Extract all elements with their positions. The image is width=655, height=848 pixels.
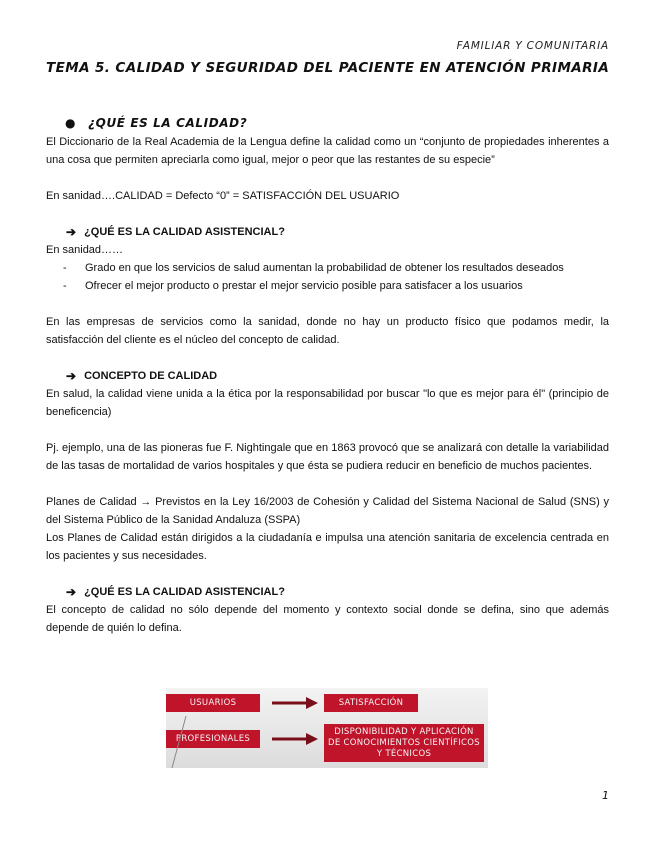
paragraph: Pj. ejemplo, una de las pioneras fue F. Nightingale que en 1863 provocó que se analizará con detalle la variabilidad de las tasas de mortalidad de varios hospitales y que ésta se pudiera reducir en beneficio de muchos pacientes. xyxy=(46,442,609,472)
page-number: 1 xyxy=(602,789,609,802)
paragraph: Los Planes de Calidad están dirigidos a la ciudadanía e impulsa una atención sanitaria de excelencia centrada en los pacientes y sus necesidades. xyxy=(46,532,609,562)
arrow-right-icon: ➔ xyxy=(66,225,77,239)
bullet-icon: ● xyxy=(65,116,77,130)
paragraph: El concepto de calidad no sólo depende del momento y contexto social donde se defina, sino que además depende de quién lo defina. xyxy=(46,604,609,634)
paragraph: En sanidad….CALIDAD = Defecto “0” = SATISFACCIÓN DEL USUARIO xyxy=(46,190,400,202)
dash-icon: - xyxy=(63,262,67,274)
section-heading-concepto-calidad xyxy=(66,367,609,385)
disponibilidad-box: DISPONIBILIDAD Y APLICACIÓN DE CONOCIMIENTOS CIENTÍFICOS Y TÉCNICOS xyxy=(324,724,484,762)
profesionales-box: PROFESIONALES xyxy=(166,730,260,748)
arrow-right-icon: ➔ xyxy=(66,369,77,383)
list-item xyxy=(63,277,609,295)
section-heading-calidad-asistencial xyxy=(66,223,609,241)
arrow-right-icon: ➔ xyxy=(66,585,77,599)
paragraph: Planes de Calidad → Previstos en la Ley 16/2003 de Cohesión y Calidad del Sistema Nacional de Salud (SNS) y del Sistema Público de la Sanidad Andaluza (SSPA) xyxy=(46,496,609,526)
satisfaccion-box: SATISFACCIÓN xyxy=(324,694,418,712)
arrow-right-icon xyxy=(272,696,318,710)
heading-text: ¿QUÉ ES LA CALIDAD ASISTENCIAL? xyxy=(84,226,285,238)
heading-text: CONCEPTO DE CALIDAD xyxy=(84,370,218,382)
paragraph: El Diccionario de la Real Academia de la Lengua define la calidad como un “conjunto de propiedades inherentes a una cosa que permiten apreciarla como igual, mejor o peor que las restantes de su especie” xyxy=(46,136,609,166)
paragraph: En salud, la calidad viene unida a la ética por la responsabilidad por buscar "lo que es mejor para él" (principio de beneficencia) xyxy=(46,388,609,418)
paragraph: En sanidad…… xyxy=(46,244,124,256)
usuarios-box: USUARIOS xyxy=(166,694,260,712)
heading-text: ¿QUÉ ES LA CALIDAD ASISTENCIAL? xyxy=(84,586,285,598)
dash-list xyxy=(46,259,609,295)
dash-icon: - xyxy=(63,280,67,292)
list-item-text: Grado en que los servicios de salud aumentan la probabilidad de obtener los resultados deseados xyxy=(85,262,564,274)
list-item xyxy=(63,259,609,277)
arrow-right-icon xyxy=(272,732,318,746)
document-body xyxy=(46,113,609,637)
header-course: FAMILIAR Y COMUNITARIA xyxy=(456,40,609,52)
section-heading-calidad-asistencial-2 xyxy=(66,583,609,601)
heading-text: ¿QUÉ ES LA CALIDAD? xyxy=(88,116,248,130)
page-title: TEMA 5. CALIDAD Y SEGURIDAD DEL PACIENTE EN ATENCIÓN PRIMARIA xyxy=(46,60,610,76)
quality-diagram xyxy=(166,688,488,768)
paragraph: En las empresas de servicios como la sanidad, donde no hay un producto físico que podamos medir, la satisfacción del cliente es el núcleo del concepto de calidad. xyxy=(46,316,609,346)
section-heading-que-es-calidad xyxy=(65,113,609,133)
list-item-text: Ofrecer el mejor producto o prestar el mejor servicio posible para satisfacer a los usuarios xyxy=(85,280,523,292)
connector-line-icon xyxy=(170,716,190,768)
